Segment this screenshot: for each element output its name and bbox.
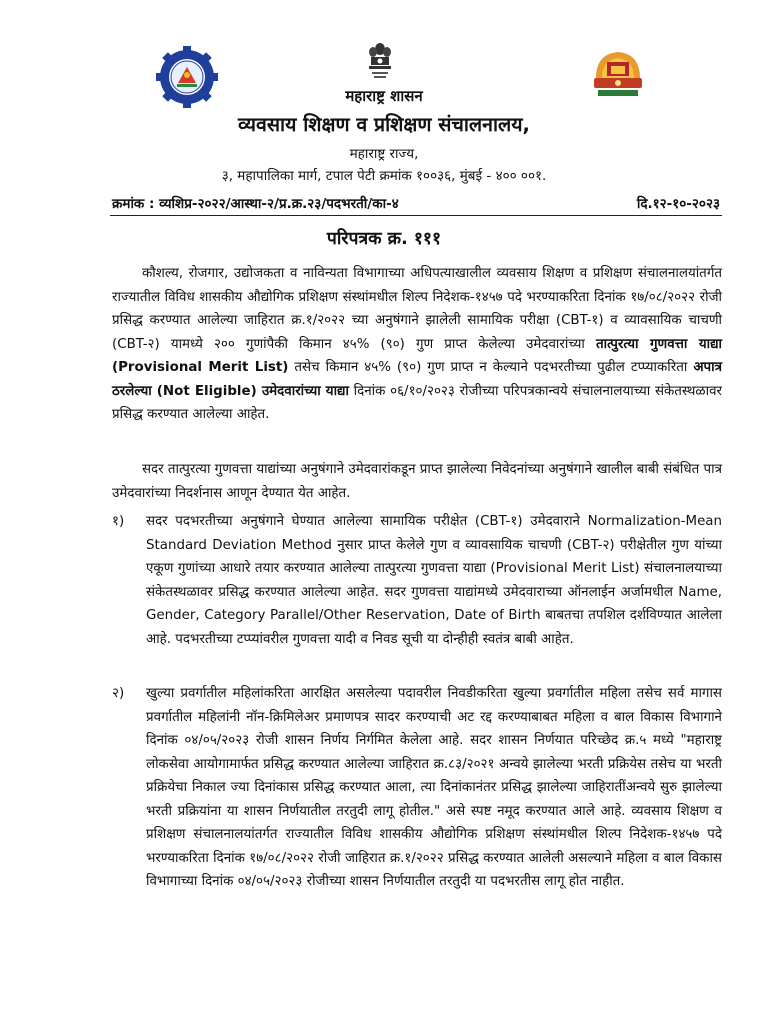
intro-text-2: तसेच किमान ४५% (९०) गुण प्राप्त न केल्याने पदभरतीच्या पुढील टप्प्याकरिता xyxy=(288,360,694,375)
reference-row xyxy=(112,194,720,212)
intro-paragraph xyxy=(112,262,722,427)
department-name: व्यवसाय शिक्षण व प्रशिक्षण संचालनालय, xyxy=(238,113,530,136)
list-item xyxy=(112,510,722,651)
office-address: ३, महापालिका मार्ग, टपाल पेटी क्रमांक १००३६, मुंबई - ४०० ००१. xyxy=(221,168,547,184)
intro-bold-1: तात्पुरत्या गुणवत्ता याद्या (Provisional Merit List) xyxy=(112,336,722,375)
list-item-text: सदर पदभरतीच्या अनुषंगाने घेण्यात आलेल्या सामायिक परीक्षेत (CBT-१) उमेदवाराने Normalization-Mean Standard Deviation Method नुसार प्राप्त केलेले गुण व व्यावसायिक चाचणी (CBT-२) परीक्षेतील गुण यांच्या एकूण गुणांच्या आधारे तयार करण्यात आलेल्या तात्पुरत्या गुणवत्ता याद्या (Provisional Merit List) संचालनालयाच्या संकेतस्थळावर प्रसिद्ध करण्यात आलेल्या आहेत. सदर गुणवत्ता याद्यांमध्ये उमेदवाराच्या ऑनलाईन अर्जामधील Name, Gender, Category Parallel/Other Reservation, Date of Birth बाबतचा तपशिल दर्शविण्यात आलेला आहे. पदभरतीच्या टप्प्यांवरील गुणवत्ता यादी व निवड सूची या दोन्हीही स्वतंत्र बाबी आहेत. xyxy=(146,514,722,647)
list-item-number: २) xyxy=(112,686,125,701)
circular-title: परिपत्रक क्र. १११ xyxy=(326,229,442,249)
intro-bold-2: अपात्र ठरलेल्या (Not Eligible) उमेदवारांच्या याद्या xyxy=(112,360,723,399)
header-divider xyxy=(110,215,722,216)
intro-text-3: दिनांक ०६/१०/२०२३ रोजीच्या परिपत्रकान्वये संचालनालयाच्या संकेतस्थळावर प्रसिद्ध करण्यात आलेल्या आहेत. xyxy=(112,383,722,422)
list-item-number: १) xyxy=(112,514,125,529)
government-name: महाराष्ट्र शासन xyxy=(345,87,423,105)
list-item xyxy=(112,682,722,894)
reference-date: दि.१२-१०-२०२३ xyxy=(636,196,720,212)
context-paragraph: सदर तात्पुरत्या गुणवत्ता याद्यांच्या अनुषंगाने उमेदवारांकडून प्राप्त झालेल्या निवेदनांच्या अनुषंगाने खालील बाबी संबंधित पात्र उमेदवारांच्या निदर्शनास आणून देण्यात येत आहेत. xyxy=(112,462,722,501)
national-emblem-icon xyxy=(366,40,394,80)
reference-number: क्रमांक : व्यशिप्र-२०२२/आस्था-२/प्र.क्र.२३/पदभरती/का-४ xyxy=(112,196,399,212)
intro-text-1: कौशल्य, रोजगार, उद्योजकता व नाविन्यता विभागाच्या अधिपत्याखालील व्यवसाय शिक्षण व प्रशिक्षण संचालनालयांतर्गत राज्यातील विविध शासकीय औद्योगिक प्रशिक्षण संस्थांमधील शिल्प निदेशक-१४५७ पदे भरण्याकरिता दिनांक १७/०८/२०२२ रोजी प्रसिद्ध करण्यात आलेल्या जाहिरात क्र.१/२०२२ च्या अनुषंगाने झालेली सामायिक परीक्षा (CBT-१) व व्यावसायिक चाचणी (CBT-२) यामध्ये २०० गुणांपैकी किमान ४५% (९०) गुण प्राप्त केलेल्या उमेदवारांच्या xyxy=(112,266,722,352)
state-name: महाराष्ट्र राज्य, xyxy=(349,146,419,162)
list-item-text: खुल्या प्रवर्गातील महिलांकरिता आरक्षित असलेल्या पदावरील निवडीकरिता खुल्या प्रवर्गातील महिला तसेच सर्व मागास प्रवर्गातील महिलांनी नॉन-क्रिमिलेअर प्रमाणपत्र सादर करण्याची अट रद्द करण्याबाबत महिला व बाल विकास विभागाने दिनांक ०४/०५/२०२३ रोजी शासन निर्णय निर्गमित केलेला आहे. सदर शासन निर्णयात परिच्छेद क्र.५ मध्ये "महाराष्ट्र लोकसेवा आयोगामार्फत प्रसिद्ध करण्यात आलेल्या जाहिरात क्र.८३/२०२१ अन्वये झालेल्या भरती प्रक्रियेस तसेच या भरती प्रक्रियेचा निकाल ज्या दिनांकास प्रसिद्ध करण्यात आला, त्या दिनांकानंतर प्रसिद्ध झालेल्या जाहिरातींअन्वये सुरु झालेल्या भरती प्रक्रियांना या शासन निर्णयातील तरतुदी लागू होतील." असे स्पष्ट नमूद करण्यात आले आहे. व्यवसाय शिक्षण व प्रशिक्षण संचालनालयांतर्गत राज्यातील विविध शासकीय औद्योगिक प्रशिक्षण संस्थांमधील शिल्प निदेशक-१४५७ पदे भरण्याकरिता दिनांक १७/०८/२०२२ रोजी जाहिरात क्र.१/२०२२ प्रसिद्ध करण्यात आलेली असल्याने महिला व बाल विकास विभागाच्या दिनांक ०४/०५/२०२३ रोजीच्या शासन निर्णयातील तरतुदी या पदभरतीस लागू होत नाहीत. xyxy=(146,686,722,889)
